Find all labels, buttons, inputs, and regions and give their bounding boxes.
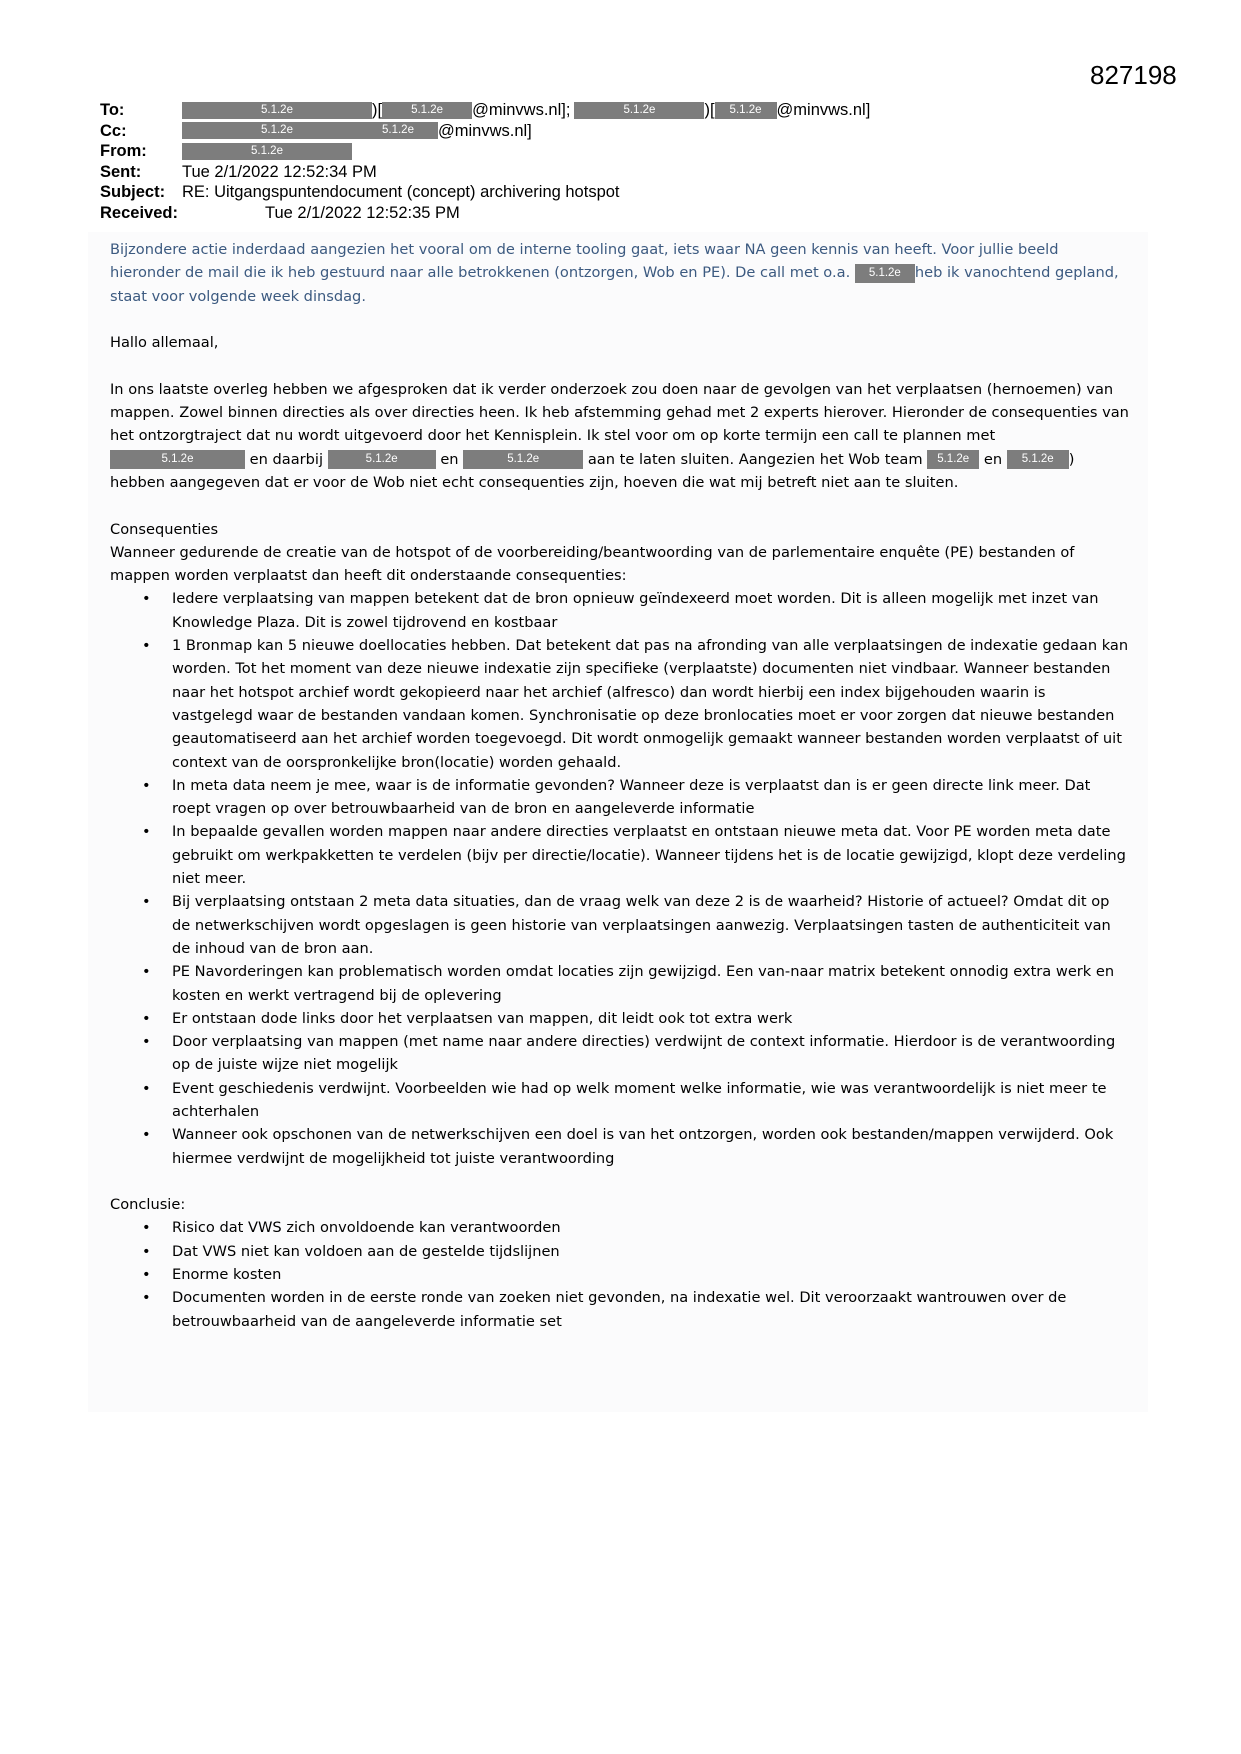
consequences-intro: Wanneer gedurende de creatie van de hotspot of de voorbereiding/beantwoording van de parlementaire enquête (PE) bestanden of mappen worden verplaatst dan heeft dit onderstaande consequenties: (110, 543, 1075, 585)
intro-part3: en (440, 450, 459, 468)
redaction-box: 5.1.2e (182, 143, 352, 160)
list-item: • Enorme kosten (142, 1266, 282, 1284)
redaction-box: 5.1.2e (1007, 450, 1069, 469)
list-item: • Risico dat VWS zich onvoldoende kan verantwoorden (142, 1219, 561, 1237)
list-item: • 1 Bronmap kan 5 nieuwe doellocaties hebben. Dat betekent dat pas na afronding van alle verplaatsingen de indexatie gedaan kan worden. Tot het moment van deze nieuwe indexatie zijn specifieke (verplaatste) documenten niet vindbaar. Wanneer bestanden naar het hotspot archief wordt gekopieerd naar het archief (alfresco) dan wordt hierbij een index bijgehouden waarin is vastgelegd waar de bestanden vandaan komen. Synchronisatie op deze bronlocaties moet er voor zorgen dat nieuwe bestanden geautomatiseerd aan het archief worden toegevoegd. Dit wordt onmogelijk gemaakt wanneer bestanden worden verplaatst of uit context van de oorspronkelijke bron(locatie) worden gehaald. (142, 637, 1129, 771)
greeting: Hallo allemaal, (110, 334, 219, 352)
subject-value: RE: Uitgangspuntendocument (concept) archivering hotspot (182, 183, 620, 201)
consequences-list (110, 587, 1130, 1169)
list-item: • Er ontstaan dode links door het verplaatsen van mappen, dit leidt ook tot extra werk (142, 1009, 793, 1027)
cc-row (100, 121, 870, 142)
intro-paragraph (110, 378, 1130, 494)
sent-label: Sent: (100, 162, 142, 181)
email-header (100, 100, 870, 223)
consequences-heading: Consequenties (110, 520, 219, 538)
intro-part6: ) hebben aangegeven dat er voor de Wob niet echt consequenties zijn, hoeven die wat mij betreft niet aan te sluiten. (110, 450, 1075, 491)
list-item: • PE Navorderingen kan problematisch worden omdat locaties zijn gewijzigd. Een van-naar matrix betekent onnodig extra werk en kosten en werkt vertragend bij de oplevering (142, 963, 1115, 1004)
redaction-box: 5.1.2e (715, 102, 777, 119)
to-row (100, 100, 870, 121)
subject-row (100, 182, 870, 203)
redaction-box: 5.1.2e (182, 102, 372, 119)
list-item: • Documenten worden in de eerste ronde van zoeken niet gevonden, na indexatie wel. Dit veroorzaakt wantrouwen over de betrouwbaarheid van de aangeleverde informatie set (142, 1289, 1067, 1330)
reply-text-b: heb ik vanochtend gepland, staat voor volgende week dinsdag. (110, 264, 1119, 305)
sent-row (100, 162, 870, 183)
intro-part1: In ons laatste overleg hebben we afgesproken dat ik verder onderzoek zou doen naar de gevolgen van het verplaatsen (hernoemen) van mappen. Zowel binnen directies als over directies heen. Ik heb afstemming gehad met 2 experts hierover. Hieronder de consequenties van het ontzorgtraject dat nu wordt uitgevoerd door het Kennisplein. Ik stel voor om op korte termijn een call te plannen met (110, 380, 1129, 445)
redaction-box: 5.1.2e (328, 450, 436, 469)
list-item: • Door verplaatsing van mappen (met name naar andere directies) verdwijnt de context informatie. Hierdoor is de verantwoording op de juiste wijze niet mogelijk (142, 1033, 1116, 1074)
to-separator: )[ (372, 101, 383, 119)
list-item: • In bepaalde gevallen worden mappen naar andere directies verplaatst en ontstaan nieuwe meta dat. Voor PE worden meta date gebruikt om werkpakketten te verdelen (bijv per directie/locatie). Wanneer tijdens het is de locatie gewijzigd, klopt deze verdeling niet meer. (142, 823, 1126, 888)
intro-part4: aan te laten sluiten. Aangezien het Wob team (587, 450, 923, 468)
from-label: From: (100, 142, 147, 160)
sent-value: Tue 2/1/2022 12:52:34 PM (182, 162, 377, 181)
list-item: • In meta data neem je mee, waar is de informatie gevonden? Wanneer deze is verplaatst dan is er geen directe link meer. Dat roept vragen op over betrouwbaarheid van de bron en aangeleverde informatie (142, 776, 1091, 818)
list-item: • Iedere verplaatsing van mappen betekent dat de bron opnieuw geïndexeerd moet worden. Dit is alleen mogelijk met inzet van Knowledge Plaza. Dit is zowel tijdrovend en kostbaar (142, 590, 1099, 631)
redaction-box: 5.1.2e (574, 102, 704, 119)
list-item: • Wanneer ook opschonen van de netwerkschijven een doel is van het ontzorgen, worden ook bestanden/mappen verwijderd. Ook hiermee verdwijnt de mogelijkheid tot juiste verantwoording (142, 1126, 1114, 1167)
redaction-box: 5.1.2e (358, 122, 438, 139)
redaction-box: 5.1.2e (110, 450, 245, 469)
received-label: Received: (100, 203, 178, 222)
from-row (100, 141, 870, 162)
conclusion-list (110, 1216, 1130, 1332)
conclusion-heading: Conclusie: (110, 1196, 186, 1214)
list-item: • Bij verplaatsing ontstaan 2 meta data situaties, dan de vraag welk van deze 2 is de waarheid? Historie of actueel? Omdat dit op de netwerkschijven wordt opgeslagen is geen historie van verplaatsingen aanwezig. Verplaatsingen tasten de authenticiteit van de inhoud van de bron aan. (142, 893, 1111, 957)
to-separator: )[ (704, 101, 715, 119)
cc-label: Cc: (100, 121, 127, 140)
to-domain: @minvws.nl] (776, 101, 871, 119)
cc-domain: @minvws.nl] (438, 121, 532, 140)
redaction-box: 5.1.2e (855, 264, 915, 283)
intro-part5: en (983, 450, 1003, 468)
subject-label: Subject: (100, 183, 166, 201)
reply-text-a: Bijzondere actie inderdaad aangezien het vooral om de interne tooling gaat, iets waar NA geen kennis van heeft. Voor jullie beeld hieronder de mail die ik heb gestuurd naar alle betrokkenen (ontzorgen, Wob en PE). De call met o.a. (110, 241, 1059, 282)
intro-part2: en daarbij (249, 450, 324, 468)
list-item: • Dat VWS niet kan voldoen aan de gestelde tijdslijnen (142, 1242, 560, 1260)
document-number: 827198 (1090, 60, 1177, 90)
message-body (110, 238, 1130, 1333)
redaction-box: 5.1.2e (382, 102, 472, 119)
redaction-box: 5.1.2e (927, 450, 979, 469)
redaction-box: 5.1.2e (182, 122, 372, 139)
received-value: Tue 2/1/2022 12:52:35 PM (265, 203, 460, 222)
to-domain: @minvws.nl]; (472, 101, 571, 119)
received-row (100, 203, 870, 224)
list-item: • Event geschiedenis verdwijnt. Voorbeelden wie had op welk moment welke informatie, wie was verantwoordelijk is niet meer te achterhalen (142, 1079, 1107, 1120)
to-label: To: (100, 101, 125, 119)
reply-paragraph (110, 238, 1130, 308)
redaction-box: 5.1.2e (463, 450, 583, 469)
